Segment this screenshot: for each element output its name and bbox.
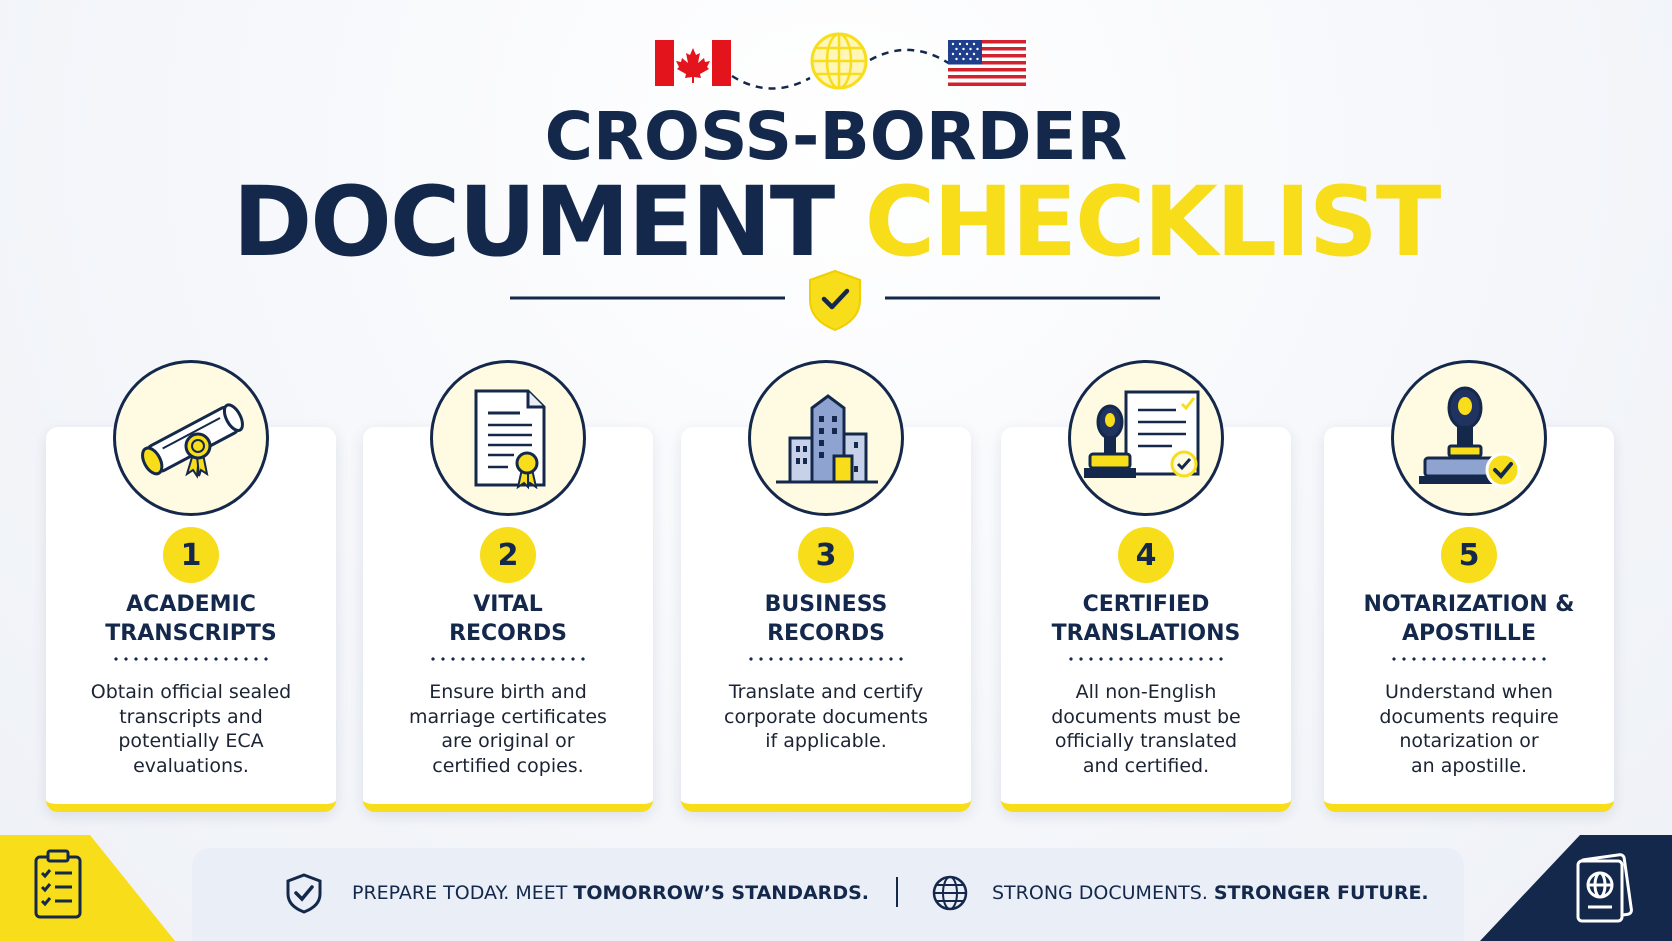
card-title-2 <box>363 590 653 648</box>
footer-slogan-right-plain: STRONG DOCUMENTS. <box>992 882 1208 904</box>
corner-left <box>0 835 175 941</box>
card-icon-circle-1 <box>113 360 269 516</box>
card-title-5 <box>1324 590 1614 648</box>
card-title-4 <box>1001 590 1291 648</box>
card-title-line: VITAL <box>473 592 543 617</box>
dotted-divider <box>1389 657 1549 661</box>
footer-slogan-right-bold: STRONGER FUTURE. <box>1213 882 1429 904</box>
desc-line: if applicable. <box>765 730 887 752</box>
dotted-divider <box>746 657 906 661</box>
title-divider <box>505 266 1165 336</box>
desc-line: officially translated <box>1054 730 1238 752</box>
card-desc-4 <box>1001 680 1291 778</box>
usa-flag-icon <box>948 40 1026 86</box>
card-title-1 <box>46 590 336 648</box>
desc-line: Ensure birth and <box>429 681 587 703</box>
card-title-line: RECORDS <box>767 621 885 646</box>
dotted-divider <box>1066 657 1226 661</box>
card-title-3 <box>681 590 971 648</box>
footer-slogan-left-bold: TOMORROW’S STANDARDS. <box>573 882 869 904</box>
title-line-2 <box>0 166 1672 278</box>
title-line-1: CROSS-BORDER <box>544 98 1128 175</box>
desc-line: All non-English <box>1075 681 1217 703</box>
card-desc-5 <box>1324 680 1614 778</box>
desc-line: potentially ECA <box>118 730 264 752</box>
desc-line: certified copies. <box>432 754 584 777</box>
stamp-document-icon <box>1076 378 1216 498</box>
card-desc-1 <box>46 680 336 778</box>
card-title-line: RECORDS <box>449 621 567 646</box>
card-icon-circle-4 <box>1068 360 1224 516</box>
desc-line: documents require <box>1379 705 1559 728</box>
card-title-line: BUSINESS <box>764 592 888 617</box>
buildings-icon <box>766 378 886 498</box>
desc-line: an apostille. <box>1411 754 1527 777</box>
shield-check-icon <box>284 872 324 914</box>
step-number-2: 2 <box>480 527 536 583</box>
globe-icon <box>930 873 970 913</box>
card-title-line: TRANSCRIPTS <box>105 621 277 646</box>
dotted-divider <box>111 657 271 661</box>
card-icon-circle-2 <box>430 360 586 516</box>
desc-line: transcripts and <box>119 705 263 728</box>
dotted-divider <box>428 657 588 661</box>
globe-icon <box>808 30 870 92</box>
step-number-5: 5 <box>1441 527 1497 583</box>
title-document: DOCUMENT <box>232 166 834 278</box>
card-icon-circle-5 <box>1391 360 1547 516</box>
desc-line: evaluations. <box>133 754 249 777</box>
desc-line: documents must be <box>1051 705 1241 728</box>
footer-slogan-left-plain: PREPARE TODAY. MEET <box>352 882 568 904</box>
shield-check-icon <box>810 271 860 330</box>
card-title-line: APOSTILLE <box>1402 621 1536 646</box>
footer-separator <box>896 877 898 907</box>
title-checklist: CHECKLIST <box>864 166 1440 278</box>
step-number-1: 1 <box>163 527 219 583</box>
desc-line: are original or <box>441 730 575 752</box>
desc-line: and certified. <box>1082 754 1210 777</box>
step-number-3: 3 <box>798 527 854 583</box>
step-number-4: 4 <box>1118 527 1174 583</box>
notary-stamp-icon <box>1409 378 1529 498</box>
footer-slogan-right <box>992 873 1429 913</box>
corner-right <box>1480 835 1672 941</box>
canada-flag-icon <box>655 40 731 86</box>
card-desc-3 <box>681 680 971 754</box>
card-title-line: NOTARIZATION & <box>1363 592 1575 617</box>
card-title-line: TRANSLATIONS <box>1051 621 1241 646</box>
desc-line: Understand when <box>1385 681 1553 703</box>
certificate-icon <box>458 383 558 493</box>
desc-line: Obtain official sealed <box>90 681 292 703</box>
footer-slogan-left <box>352 873 869 913</box>
desc-line: Translate and certify <box>728 681 924 703</box>
card-title-line: CERTIFIED <box>1082 592 1210 617</box>
desc-line: marriage certificates <box>409 705 607 728</box>
desc-line: corporate documents <box>724 705 928 728</box>
diploma-icon <box>131 388 251 488</box>
flags-header <box>650 30 1030 100</box>
card-desc-2 <box>363 680 653 778</box>
card-icon-circle-3 <box>748 360 904 516</box>
desc-line: notarization or <box>1399 730 1539 752</box>
card-title-line: ACADEMIC <box>126 592 256 617</box>
